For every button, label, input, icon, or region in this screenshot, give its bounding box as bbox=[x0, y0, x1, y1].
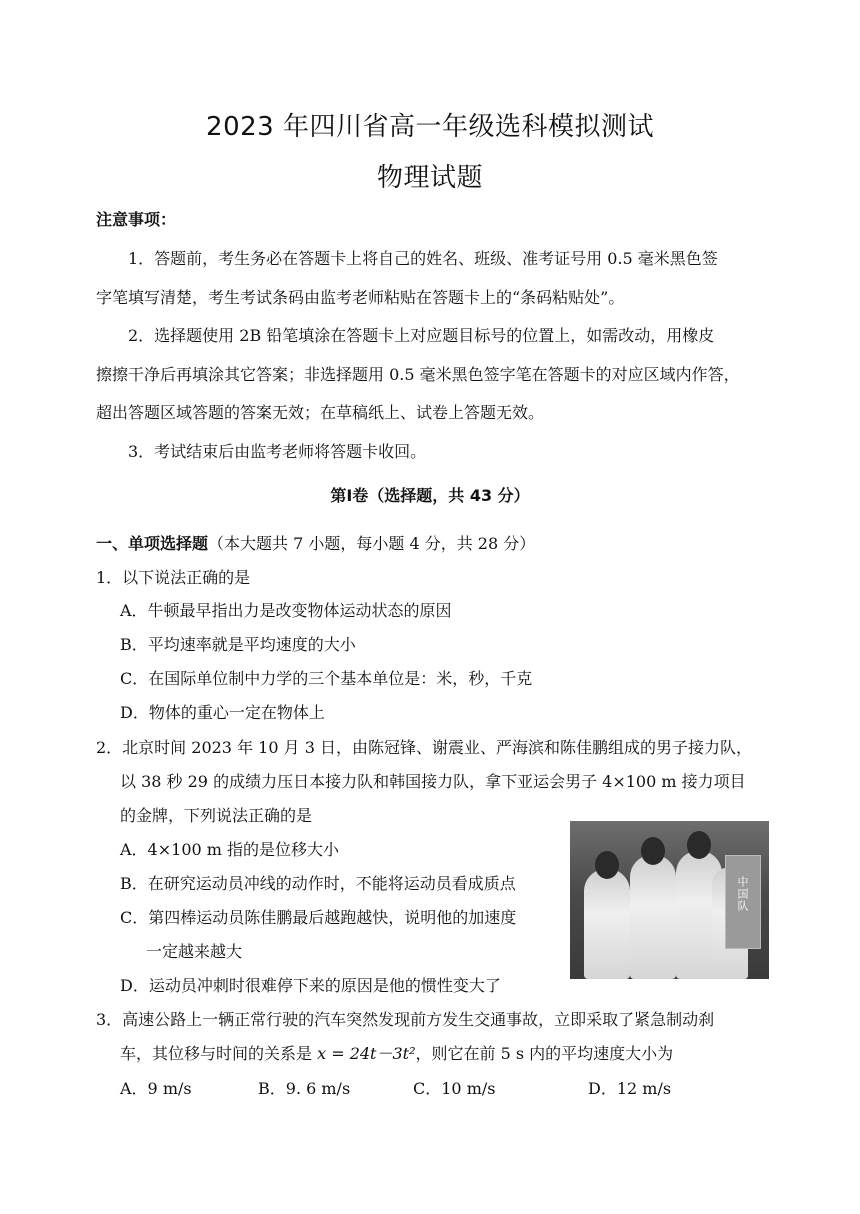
notice-item-2-line-1: 2．选择题使用 2B 铅笔填涂在答题卡上对应题目标号的位置上，如需改动，用橡皮 bbox=[128, 326, 715, 345]
team-banner bbox=[725, 855, 761, 949]
notice-item-1-line-2: 字笔填写清楚，考生考试条码由监考老师粘贴在答题卡上的“条码粘贴处”。 bbox=[96, 288, 625, 307]
q3-option-b: B．9. 6 m/s bbox=[258, 1079, 351, 1098]
q2-stem-line-2: 以 38 秒 29 的成绩力压日本接力队和韩国接力队，拿下亚运会男子 4×100 m 接力项目 bbox=[120, 772, 746, 791]
notice-item-3: 3．考试结束后由监考老师将答题卡收回。 bbox=[128, 442, 427, 461]
q1-option-d: D．物体的重心一定在物体上 bbox=[120, 703, 325, 722]
part-heading-title: 一、单项选择题 bbox=[96, 534, 209, 553]
q2-option-b: B．在研究运动员冲线的动作时，不能将运动员看成质点 bbox=[120, 874, 516, 893]
notice-item-2-line-2: 擦擦干净后再填涂其它答案；非选择题用 0.5 毫米黑色签字笔在答题卡的对应区域内作答， bbox=[96, 365, 740, 384]
q3-stem-line-1: 3．高速公路上一辆正常行驶的汽车突然发现前方发生交通事故，立即采取了紧急制动刹 bbox=[96, 1010, 715, 1029]
part-heading-note: （本大题共 7 小题，每小题 4 分，共 28 分） bbox=[208, 534, 536, 553]
q2-stem-line-1: 2．北京时间 2023 年 10 月 3 日，由陈冠锋、谢震业、严海滨和陈佳鹏组成的男子接力队， bbox=[96, 738, 752, 757]
part-heading bbox=[96, 533, 535, 555]
q3-stem-line-2 bbox=[120, 1043, 673, 1065]
exam-subtitle: 物理试题 bbox=[376, 163, 483, 193]
q2-option-d: D．运动员冲刺时很难停下来的原因是他的惯性变大了 bbox=[120, 976, 501, 995]
q3-formula: x = 24t－3t² bbox=[317, 1044, 416, 1063]
relay-team-photo bbox=[570, 821, 769, 979]
q1-stem: 1．以下说法正确的是 bbox=[96, 568, 251, 587]
q1-option-b: B．平均速率就是平均速度的大小 bbox=[120, 635, 356, 654]
q3-option-d: D．12 m/s bbox=[588, 1079, 672, 1098]
athlete-head bbox=[687, 831, 711, 859]
q2-option-c-line-2: 一定越来越大 bbox=[146, 942, 243, 961]
notice-item-1-line-1: 1．答题前，考生务必在答题卡上将自己的姓名、班级、准考证号用 0.5 毫米黑色签 bbox=[128, 249, 718, 268]
athlete-head bbox=[641, 837, 665, 865]
q1-option-a: A．牛顿最早指出力是改变物体运动状态的原因 bbox=[120, 601, 452, 620]
exam-title: 2023 年四川省高一年级选科模拟测试 bbox=[206, 112, 654, 142]
athlete-figure bbox=[584, 869, 630, 979]
q3-stem-text-a: 车，其位移与时间的关系是 bbox=[120, 1044, 318, 1063]
q3-option-c: C．10 m/s bbox=[413, 1079, 496, 1098]
q2-stem-line-3: 的金牌，下列说法正确的是 bbox=[120, 806, 313, 825]
team-banner-label: 中国队 bbox=[736, 876, 749, 912]
q1-option-c: C．在国际单位制中力学的三个基本单位是：米，秒，千克 bbox=[120, 669, 533, 688]
notice-heading: 注意事项： bbox=[96, 210, 177, 229]
q3-stem-text-b: ，则它在前 5 s 内的平均速度大小为 bbox=[415, 1044, 674, 1063]
q2-option-a: A．4×100 m 指的是位移大小 bbox=[120, 840, 340, 859]
section-heading: 第Ⅰ卷（选择题，共 43 分） bbox=[330, 486, 530, 505]
athlete-head bbox=[595, 851, 619, 879]
q2-option-c-line-1: C．第四棒运动员陈佳鹏最后越跑越快，说明他的加速度 bbox=[120, 908, 517, 927]
athlete-figure bbox=[630, 855, 676, 979]
notice-item-2-line-3: 超出答题区域答题的答案无效；在草稿纸上、试卷上答题无效。 bbox=[96, 403, 545, 422]
q3-option-a: A．9 m/s bbox=[120, 1079, 192, 1098]
